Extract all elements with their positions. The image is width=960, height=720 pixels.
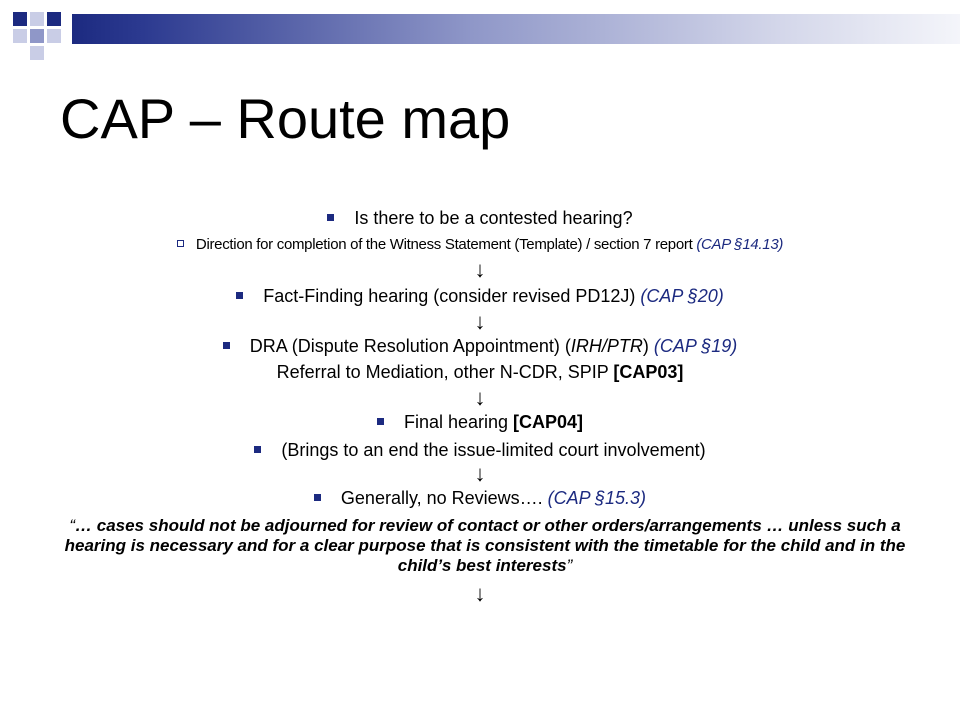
decor-square	[47, 12, 61, 26]
down-arrow-icon: ↓	[474, 309, 486, 334]
hollow-square-bullet-icon	[177, 240, 184, 247]
header-gradient-bar	[72, 14, 960, 44]
down-arrow-icon: ↓	[474, 581, 486, 606]
item-contested: Is there to be a contested hearing?	[0, 208, 960, 229]
item-fact-finding: Fact-Finding hearing (consider revised PD12J) (CAP §20)	[0, 286, 960, 307]
decor-square	[13, 12, 27, 26]
square-bullet-icon	[223, 342, 230, 349]
down-arrow-icon: ↓	[474, 461, 486, 486]
decor-square	[13, 29, 27, 43]
item-final-hearing: Final hearing [CAP04]	[0, 412, 960, 433]
slide-title: CAP – Route map	[60, 87, 511, 150]
item-referral: Referral to Mediation, other N-CDR, SPIP [CAP03]	[276, 362, 684, 382]
header-decoration	[0, 0, 960, 60]
square-bullet-icon	[236, 292, 243, 299]
down-arrow-icon: ↓	[474, 257, 486, 282]
quote-block: “… cases should not be adjourned for review of contact or other orders/arrangements … unless such a hearing is necessary and for a clear purpose that is consistent with the timetable for the child and in the child’s best interests”	[64, 516, 906, 575]
item-direction: Direction for completion of the Witness Statement (Template) / section 7 report (CAP §14.13)	[0, 236, 960, 253]
decor-square	[30, 46, 44, 60]
item-generally: Generally, no Reviews…. (CAP §15.3)	[0, 488, 960, 509]
square-bullet-icon	[327, 214, 334, 221]
square-bullet-icon	[254, 446, 261, 453]
item-dra: DRA (Dispute Resolution Appointment) (IRH/PTR) (CAP §19)	[0, 336, 960, 357]
square-bullet-icon	[314, 494, 321, 501]
item-brings: (Brings to an end the issue-limited court involvement)	[0, 440, 960, 461]
square-bullet-icon	[377, 418, 384, 425]
decor-square	[30, 29, 44, 43]
down-arrow-icon: ↓	[474, 385, 486, 410]
decor-square	[30, 12, 44, 26]
decor-square	[47, 29, 61, 43]
